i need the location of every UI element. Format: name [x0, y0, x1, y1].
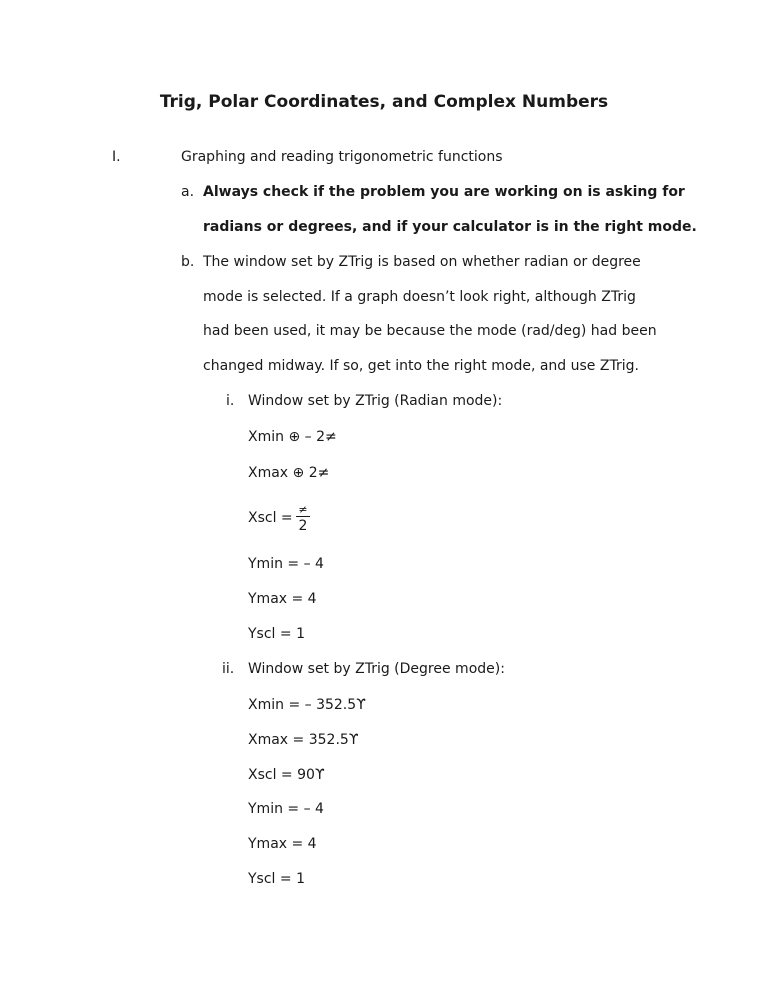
degree-yscl: Yscl = 1 — [248, 871, 305, 887]
radian-xscl-label: Xscl = — [248, 510, 293, 526]
degree-xmax: Xmax = 352.5ϒ — [248, 732, 359, 748]
fraction-numerator: ≠ — [298, 503, 308, 516]
sub-ii-heading: Window set by ZTrig (Degree mode): — [248, 661, 505, 677]
item-b-line-2: mode is selected. If a graph doesn’t look right, although ZTrig — [203, 289, 636, 305]
section-numeral: I. — [112, 149, 121, 165]
radian-xscl-fraction — [296, 504, 310, 534]
degree-ymin: Ymin = – 4 — [248, 801, 324, 817]
degree-xmin: Xmin = – 352.5ϒ — [248, 697, 366, 713]
item-b-label: b. — [181, 254, 195, 270]
item-b-line-4: changed midway. If so, get into the right mode, and use ZTrig. — [203, 358, 639, 374]
item-a-label: a. — [181, 184, 195, 200]
sub-ii-label: ii. — [222, 661, 235, 677]
fraction-bar — [296, 516, 310, 517]
item-b-line-1: The window set by ZTrig is based on whether radian or degree — [203, 254, 641, 270]
sub-i-label: i. — [226, 393, 235, 409]
sub-i-heading: Window set by ZTrig (Radian mode): — [248, 393, 503, 409]
item-b-line-3: had been used, it may be because the mode (rad/deg) had been — [203, 323, 657, 339]
fraction-denominator: 2 — [298, 518, 308, 534]
degree-ymax: Ymax = 4 — [248, 836, 317, 852]
radian-xmax: Xmax ⊕ 2≠ — [248, 465, 330, 481]
radian-ymax: Ymax = 4 — [248, 591, 317, 607]
degree-xscl: Xscl = 90ϒ — [248, 767, 325, 783]
radian-yscl: Yscl = 1 — [248, 626, 305, 642]
section-heading: Graphing and reading trigonometric functions — [181, 149, 503, 165]
radian-xmin: Xmin ⊕ – 2≠ — [248, 429, 337, 445]
radian-ymin: Ymin = – 4 — [248, 556, 324, 572]
page-title: Trig, Polar Coordinates, and Complex Numbers — [159, 92, 609, 112]
item-a-line-2: radians or degrees, and if your calculator is in the right mode. — [203, 219, 697, 235]
item-a-line-1: Always check if the problem you are working on is asking for — [203, 184, 685, 200]
